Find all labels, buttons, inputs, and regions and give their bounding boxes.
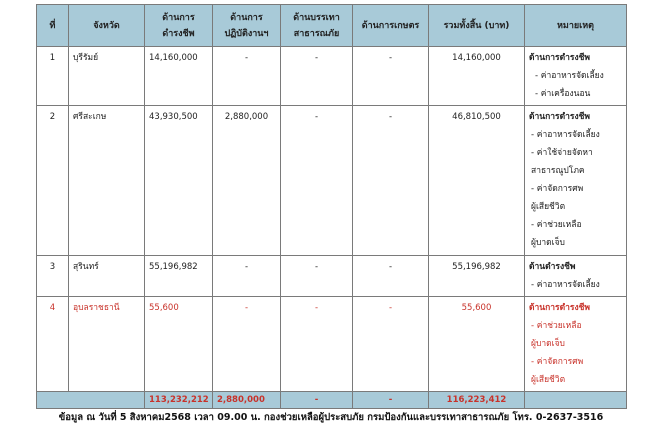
table-row: [37, 47, 627, 106]
remark-item: ผู้เสียชีวิต: [531, 375, 566, 385]
remark-item: ผู้บาดเจ็บ: [531, 339, 565, 349]
total-grand: 116,223,412: [429, 392, 525, 409]
row-agriculture: -: [353, 256, 429, 297]
total-relief: -: [281, 392, 353, 409]
remark-item: - ค่าอาหารจัดเลี้ยง: [531, 130, 600, 140]
row-livelihood: 55,196,982: [145, 256, 213, 297]
header-total: รวมทั้งสิ้น (บาท): [429, 5, 525, 47]
remark-item: - ค่าเครื่องนอน: [535, 89, 591, 99]
remark-title: ด้านการดำรงชีพ: [529, 53, 590, 63]
row-relief: -: [281, 256, 353, 297]
remark-item: - ค่าอาหารจัดเลี้ยง: [535, 71, 604, 81]
remark-title: ด้านการดำรงชีพ: [529, 112, 590, 122]
table-row-highlighted: [37, 297, 627, 392]
total-remarks-cell: [525, 392, 627, 409]
total-agriculture: -: [353, 392, 429, 409]
totals-row: [37, 392, 627, 409]
table-row: [37, 256, 627, 297]
row-agriculture: -: [353, 106, 429, 256]
row-operations: -: [213, 256, 281, 297]
remark-title: ด้านการดำรงชีพ: [529, 303, 590, 313]
remark-item: ผู้บาดเจ็บ: [531, 238, 565, 248]
header-province: จังหวัด: [69, 5, 145, 47]
row-province: สุรินทร์: [69, 256, 145, 297]
header-livelihood: ด้านการ ดำรงชีพ: [145, 5, 213, 47]
row-remarks: [525, 297, 627, 392]
row-no: 3: [37, 256, 69, 297]
table-row: [37, 106, 627, 256]
row-remarks: [525, 256, 627, 297]
header-remarks: หมายเหตุ: [525, 5, 627, 47]
row-no: 1: [37, 47, 69, 106]
row-province: บุรีรัมย์: [69, 47, 145, 106]
row-livelihood: 43,930,500: [145, 106, 213, 256]
row-total: 46,810,500: [429, 106, 525, 256]
row-livelihood: 55,600: [145, 297, 213, 392]
remark-title: ด้านดำรงชีพ: [529, 262, 576, 272]
total-operations: 2,880,000: [213, 392, 281, 409]
budget-table: [36, 4, 627, 409]
remark-item: สาธารณูปโภค: [531, 166, 585, 176]
header-no: ที่: [37, 5, 69, 47]
remark-item: - ค่าใช้จ่ายจัดหา: [531, 148, 593, 158]
budget-table-container: [36, 4, 626, 409]
row-livelihood: 14,160,000: [145, 47, 213, 106]
remark-item: - ค่าช่วยเหลือ: [531, 321, 582, 331]
row-total: 55,600: [429, 297, 525, 392]
remark-item: - ค่าช่วยเหลือ: [531, 220, 582, 230]
remark-item: - ค่าอาหารจัดเลี้ยง: [531, 280, 600, 290]
table-header-row: [37, 5, 627, 47]
row-relief: -: [281, 47, 353, 106]
remark-item: - ค่าจัดการศพ: [531, 184, 584, 194]
row-total: 14,160,000: [429, 47, 525, 106]
row-operations: 2,880,000: [213, 106, 281, 256]
source-footer: ข้อมูล ณ วันที่ 5 สิงหาคม2568 เวลา 09.00 น. กองช่วยเหลือผู้ประสบภัย กรมป้องกันและบรรเทาสาธารณภัย โทร. 0-2637-3516: [58, 412, 604, 423]
row-agriculture: -: [353, 47, 429, 106]
row-total: 55,196,982: [429, 256, 525, 297]
remark-item: ผู้เสียชีวิต: [531, 202, 566, 212]
row-remarks: [525, 106, 627, 256]
row-province: ศรีสะเกษ: [69, 106, 145, 256]
header-agriculture: ด้านการเกษตร: [353, 5, 429, 47]
row-relief: -: [281, 106, 353, 256]
row-operations: -: [213, 297, 281, 392]
row-relief: -: [281, 297, 353, 392]
row-province: อุบลราชธานี: [69, 297, 145, 392]
row-remarks: [525, 47, 627, 106]
row-no: 4: [37, 297, 69, 392]
remark-item: - ค่าจัดการศพ: [531, 357, 584, 367]
row-agriculture: -: [353, 297, 429, 392]
totals-label-cell: [37, 392, 145, 409]
total-livelihood: 113,232,212: [145, 392, 213, 409]
header-relief: ด้านบรรเทา สาธารณภัย: [281, 5, 353, 47]
row-operations: -: [213, 47, 281, 106]
row-no: 2: [37, 106, 69, 256]
header-operations: ด้านการ ปฏิบัติงานฯ: [213, 5, 281, 47]
